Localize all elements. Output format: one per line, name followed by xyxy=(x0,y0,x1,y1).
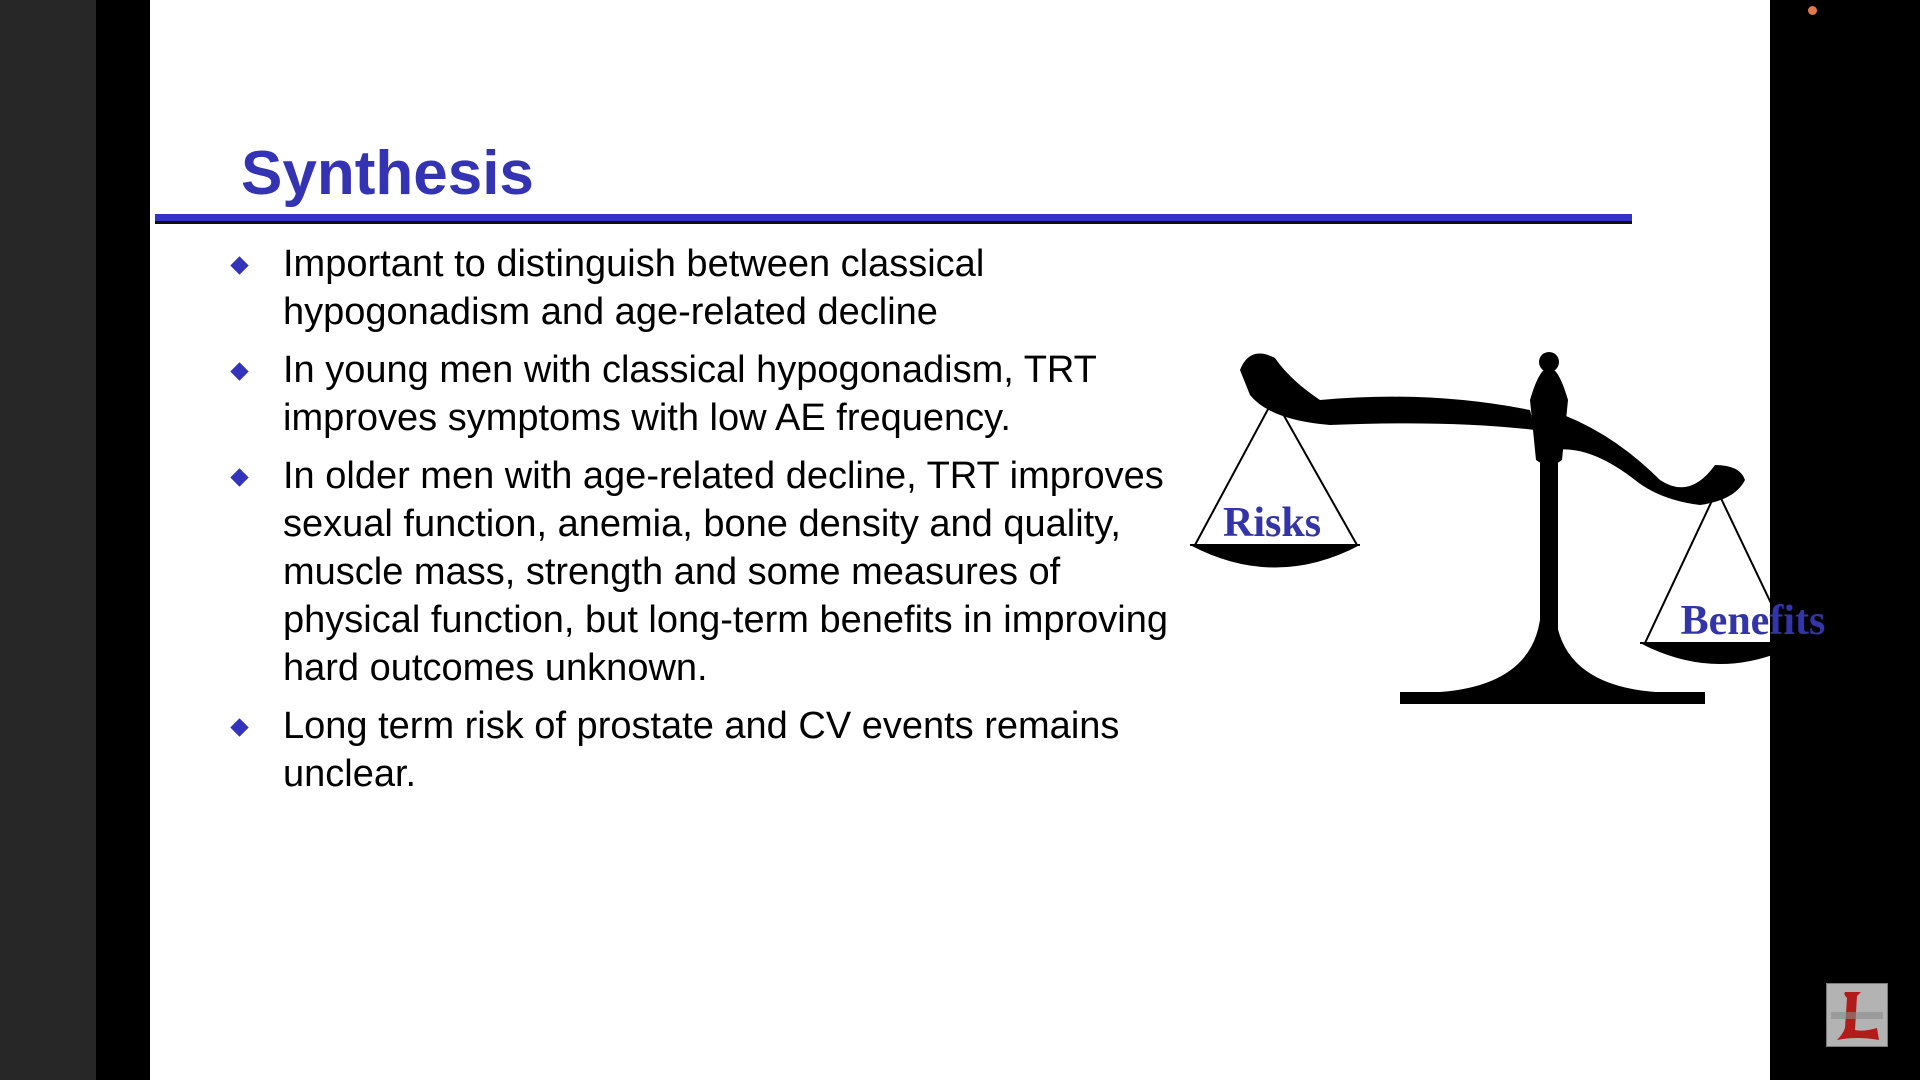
bullet-item xyxy=(230,346,1330,442)
university-logo-icon xyxy=(1826,983,1888,1047)
recording-indicator xyxy=(1808,6,1817,15)
diamond-bullet-icon xyxy=(230,468,248,486)
bullet-list xyxy=(230,240,1330,808)
title-underline xyxy=(155,214,1632,224)
bullet-text: In older men with age-related decline, TRT improves sexual function, anemia, bone density and quality, muscle mass, strength and some measures of physical function, but long-term benefits in improving hard outcomes unknown. xyxy=(283,455,1169,689)
diamond-bullet-icon xyxy=(230,362,248,380)
bullet-text: Long term risk of prostate and CV events remains unclear. xyxy=(283,705,1120,795)
presentation-slide xyxy=(150,0,1826,1080)
scale-label-risks: Risks xyxy=(1223,500,1322,546)
diamond-bullet-icon xyxy=(230,256,248,274)
diamond-bullet-icon xyxy=(230,718,248,736)
bullet-text: In young men with classical hypogonadism, TRT improves symptoms with low AE frequency. xyxy=(283,349,1097,439)
bullet-text: Important to distinguish between classical hypogonadism and age-related decline xyxy=(283,243,985,333)
scale-label-benefits: Benefits xyxy=(1680,598,1826,644)
bullet-item xyxy=(230,240,1330,336)
balance-scale-icon xyxy=(1223,340,1826,720)
slide-title: Synthesis xyxy=(241,139,534,208)
bullet-item xyxy=(230,452,1330,692)
bullet-item xyxy=(230,702,1330,798)
